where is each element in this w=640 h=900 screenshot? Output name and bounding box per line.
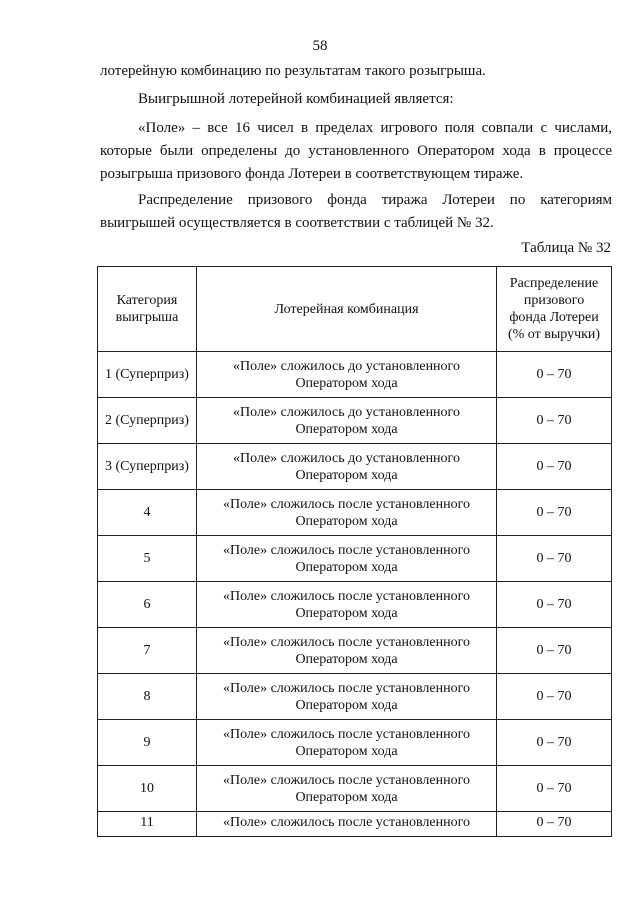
table-row bbox=[98, 490, 612, 536]
table-caption: Таблица № 32 bbox=[521, 240, 611, 256]
table-header-row bbox=[98, 267, 612, 352]
cell-combination: «Поле» сложилось после установленного Оператором хода bbox=[196, 766, 496, 812]
table-row bbox=[98, 398, 612, 444]
cell-combination: «Поле» сложилось после установленного bbox=[196, 812, 496, 837]
prize-distribution-table bbox=[97, 266, 612, 837]
cell-distribution: 0 – 70 bbox=[497, 720, 612, 766]
cell-distribution: 0 – 70 bbox=[497, 398, 612, 444]
table-body bbox=[98, 352, 612, 837]
paragraph-text: «Поле» – все 16 чисел в пределах игрового поля совпали с числами, которые были определены до установленного Оператором хода в процессе розыгрыша призового фонда Лотереи в соответствующем тираже. bbox=[100, 120, 612, 182]
cell-distribution: 0 – 70 bbox=[497, 352, 612, 398]
table-row bbox=[98, 766, 612, 812]
page-number: 58 bbox=[312, 38, 328, 54]
cell-combination: «Поле» сложилось до установленного Оператором хода bbox=[196, 444, 496, 490]
table-row bbox=[98, 444, 612, 490]
cell-category: 10 bbox=[98, 766, 197, 812]
cell-distribution: 0 – 70 bbox=[497, 490, 612, 536]
paragraph-field-definition bbox=[100, 117, 612, 186]
paragraph-text: Распределение призового фонда тиража Лотереи по категориям выигрышей осуществляется в соответствии с таблицей № 32. bbox=[100, 192, 612, 231]
cell-distribution: 0 – 70 bbox=[497, 766, 612, 812]
table-row bbox=[98, 352, 612, 398]
cell-distribution: 0 – 70 bbox=[497, 536, 612, 582]
cell-category: 5 bbox=[98, 536, 197, 582]
cell-distribution: 0 – 70 bbox=[497, 582, 612, 628]
paragraph-text: Выигрышной лотерейной комбинацией является: bbox=[138, 91, 454, 107]
cell-category: 4 bbox=[98, 490, 197, 536]
cell-combination: «Поле» сложилось до установленного Оператором хода bbox=[196, 352, 496, 398]
table-row bbox=[98, 582, 612, 628]
cell-combination: «Поле» сложилось после установленного Оператором хода bbox=[196, 490, 496, 536]
cell-category: 9 bbox=[98, 720, 197, 766]
cell-combination: «Поле» сложилось после установленного Оператором хода bbox=[196, 674, 496, 720]
table-row bbox=[98, 536, 612, 582]
cell-combination: «Поле» сложилось до установленного Оператором хода bbox=[196, 398, 496, 444]
paragraph-text: лотерейную комбинацию по результатам такого розыгрыша. bbox=[100, 63, 486, 79]
cell-category: 11 bbox=[98, 812, 197, 837]
cell-category: 8 bbox=[98, 674, 197, 720]
header-distribution: Распределение призового фонда Лотереи (% от выручки) bbox=[497, 267, 612, 352]
table-row bbox=[98, 812, 612, 837]
cell-category: 3 (Суперприз) bbox=[98, 444, 197, 490]
cell-category: 6 bbox=[98, 582, 197, 628]
cell-distribution: 0 – 70 bbox=[497, 444, 612, 490]
table-row bbox=[98, 720, 612, 766]
cell-combination: «Поле» сложилось после установленного Оператором хода bbox=[196, 720, 496, 766]
table-row bbox=[98, 674, 612, 720]
cell-combination: «Поле» сложилось после установленного Оператором хода bbox=[196, 582, 496, 628]
cell-category: 7 bbox=[98, 628, 197, 674]
header-combination: Лотерейная комбинация bbox=[196, 267, 496, 352]
cell-combination: «Поле» сложилось после установленного Оператором хода bbox=[196, 628, 496, 674]
header-category: Категория выигрыша bbox=[98, 267, 197, 352]
cell-distribution: 0 – 70 bbox=[497, 628, 612, 674]
cell-category: 1 (Суперприз) bbox=[98, 352, 197, 398]
cell-distribution: 0 – 70 bbox=[497, 674, 612, 720]
paragraph-winning-intro bbox=[100, 88, 612, 111]
paragraph-distribution bbox=[100, 189, 612, 235]
paragraph-continuation bbox=[100, 60, 612, 83]
cell-category: 2 (Суперприз) bbox=[98, 398, 197, 444]
cell-combination: «Поле» сложилось после установленного Оператором хода bbox=[196, 536, 496, 582]
cell-distribution: 0 – 70 bbox=[497, 812, 612, 837]
table-row bbox=[98, 628, 612, 674]
